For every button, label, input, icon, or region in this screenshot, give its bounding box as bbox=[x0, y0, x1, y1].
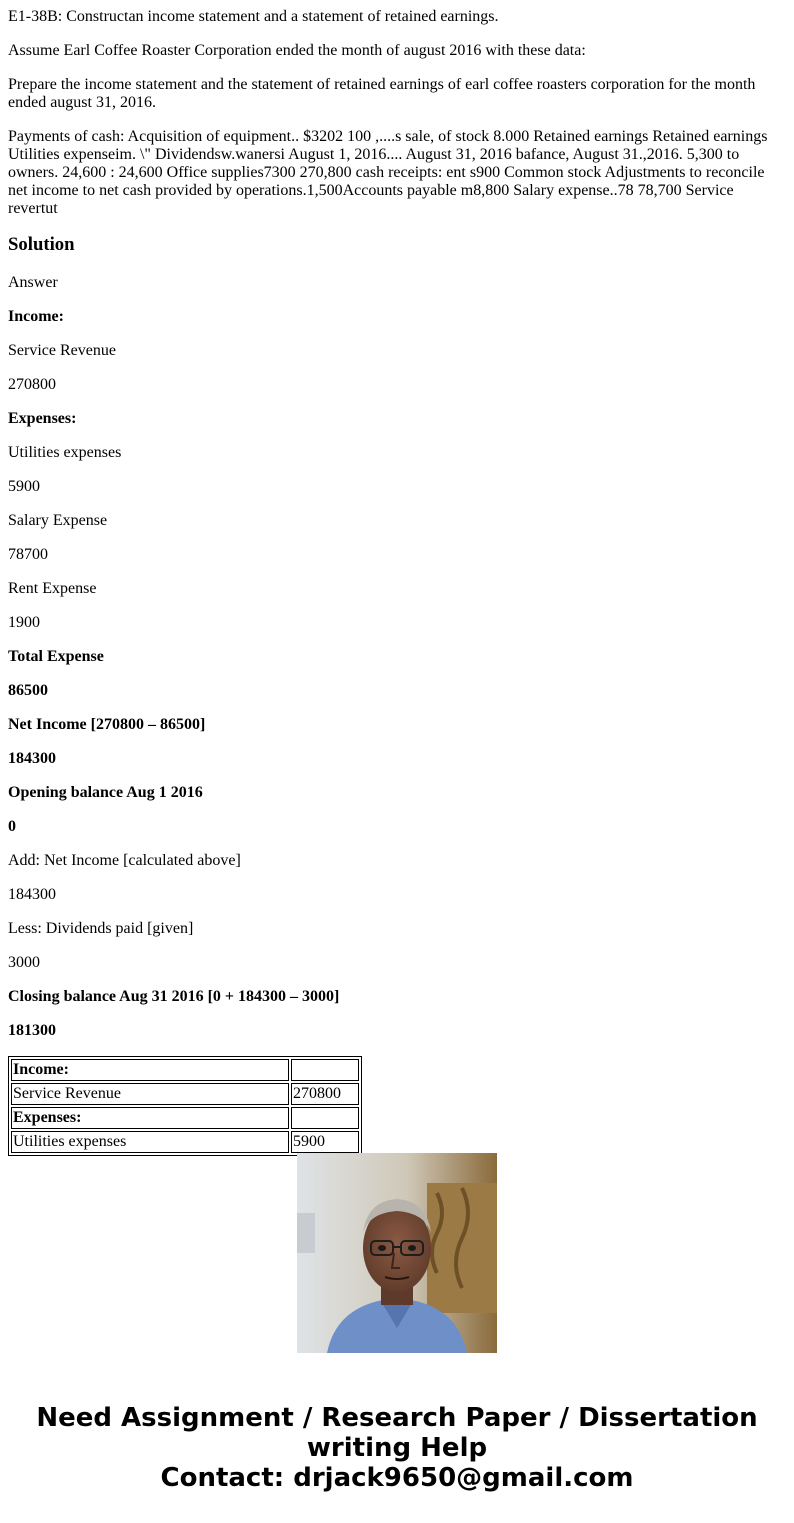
solution-line: Service Revenue bbox=[8, 342, 116, 359]
solution-line: Total Expense bbox=[8, 648, 104, 665]
table-cell-label: Expenses: bbox=[11, 1107, 289, 1129]
promo-line-1: Need Assignment / Research Paper / Dissertation bbox=[36, 1403, 758, 1433]
table-cell-value bbox=[291, 1107, 359, 1129]
table-row bbox=[11, 1107, 359, 1129]
solution-line: 1900 bbox=[8, 614, 40, 631]
solution-line: Rent Expense bbox=[8, 580, 97, 597]
question-instruction: Prepare the income statement and the statement of retained earnings of earl coffee roasters corporation for the month ended august 31, 2016. bbox=[8, 76, 756, 111]
solution-line: 270800 bbox=[8, 376, 56, 393]
author-photo bbox=[297, 1153, 497, 1353]
table-cell-label: Utilities expenses bbox=[11, 1131, 289, 1153]
question-data: Payments of cash: Acquisition of equipment.. $3202 100 ,....s sale, of stock 8.000 Retained earnings Retained earnings Utilities expenseim. \" Dividendsw.wanersi August 1, 2016.... August 31, 2016 bafance, August 31.,2016. 5,300 to owners. 24,600 : 24,600 Office supplies7300 270,800 cash receipts: ent s900 Common stock Adjustments to reconcile net income to net cash provided by operations.1,500Accounts payable m8,800 Salary expense..78 78,700 Service revertut bbox=[8, 128, 768, 217]
table-row bbox=[11, 1131, 359, 1153]
table-row bbox=[11, 1083, 359, 1105]
solution-line: Net Income [270800 – 86500] bbox=[8, 716, 206, 733]
solution-line: Add: Net Income [calculated above] bbox=[8, 852, 241, 869]
solution-lines bbox=[8, 308, 778, 1040]
question-assumption: Assume Earl Coffee Roaster Corporation ended the month of august 2016 with these data: bbox=[8, 42, 586, 59]
income-statement-table bbox=[8, 1056, 362, 1156]
solution-line: 181300 bbox=[8, 1022, 56, 1039]
table-cell-value: 270800 bbox=[291, 1083, 359, 1105]
promo-line-2: writing Help bbox=[306, 1433, 488, 1463]
table-cell-label: Income: bbox=[11, 1059, 289, 1081]
table-cell-value bbox=[291, 1059, 359, 1081]
answer-label: Answer bbox=[8, 274, 58, 291]
table-row bbox=[11, 1059, 359, 1081]
solution-line: 184300 bbox=[8, 886, 56, 903]
solution-line: Less: Dividends paid [given] bbox=[8, 920, 194, 937]
document-content bbox=[8, 0, 778, 1150]
table-cell-value: 5900 bbox=[291, 1131, 359, 1153]
author-avatar bbox=[297, 1153, 497, 1353]
solution-line: 78700 bbox=[8, 546, 48, 563]
solution-line: 184300 bbox=[8, 750, 56, 767]
promo-contact: Contact: drjack9650@gmail.com bbox=[160, 1463, 634, 1493]
solution-line: Utilities expenses bbox=[8, 444, 122, 461]
solution-line: Opening balance Aug 1 2016 bbox=[8, 784, 203, 801]
question-title: E1-38B: Constructan income statement and a statement of retained earnings. bbox=[8, 8, 499, 25]
solution-line: 86500 bbox=[8, 682, 48, 699]
solution-line: 3000 bbox=[8, 954, 40, 971]
solution-heading: Solution bbox=[8, 234, 75, 255]
promo-banner bbox=[0, 1403, 794, 1493]
solution-line: Closing balance Aug 31 2016 [0 + 184300 – 3000] bbox=[8, 988, 340, 1005]
solution-line: Income: bbox=[8, 308, 64, 325]
solution-line: Salary Expense bbox=[8, 512, 108, 529]
solution-line: Expenses: bbox=[8, 410, 77, 427]
solution-line: 5900 bbox=[8, 478, 40, 495]
solution-line: 0 bbox=[8, 818, 16, 835]
table-cell-label: Service Revenue bbox=[11, 1083, 289, 1105]
